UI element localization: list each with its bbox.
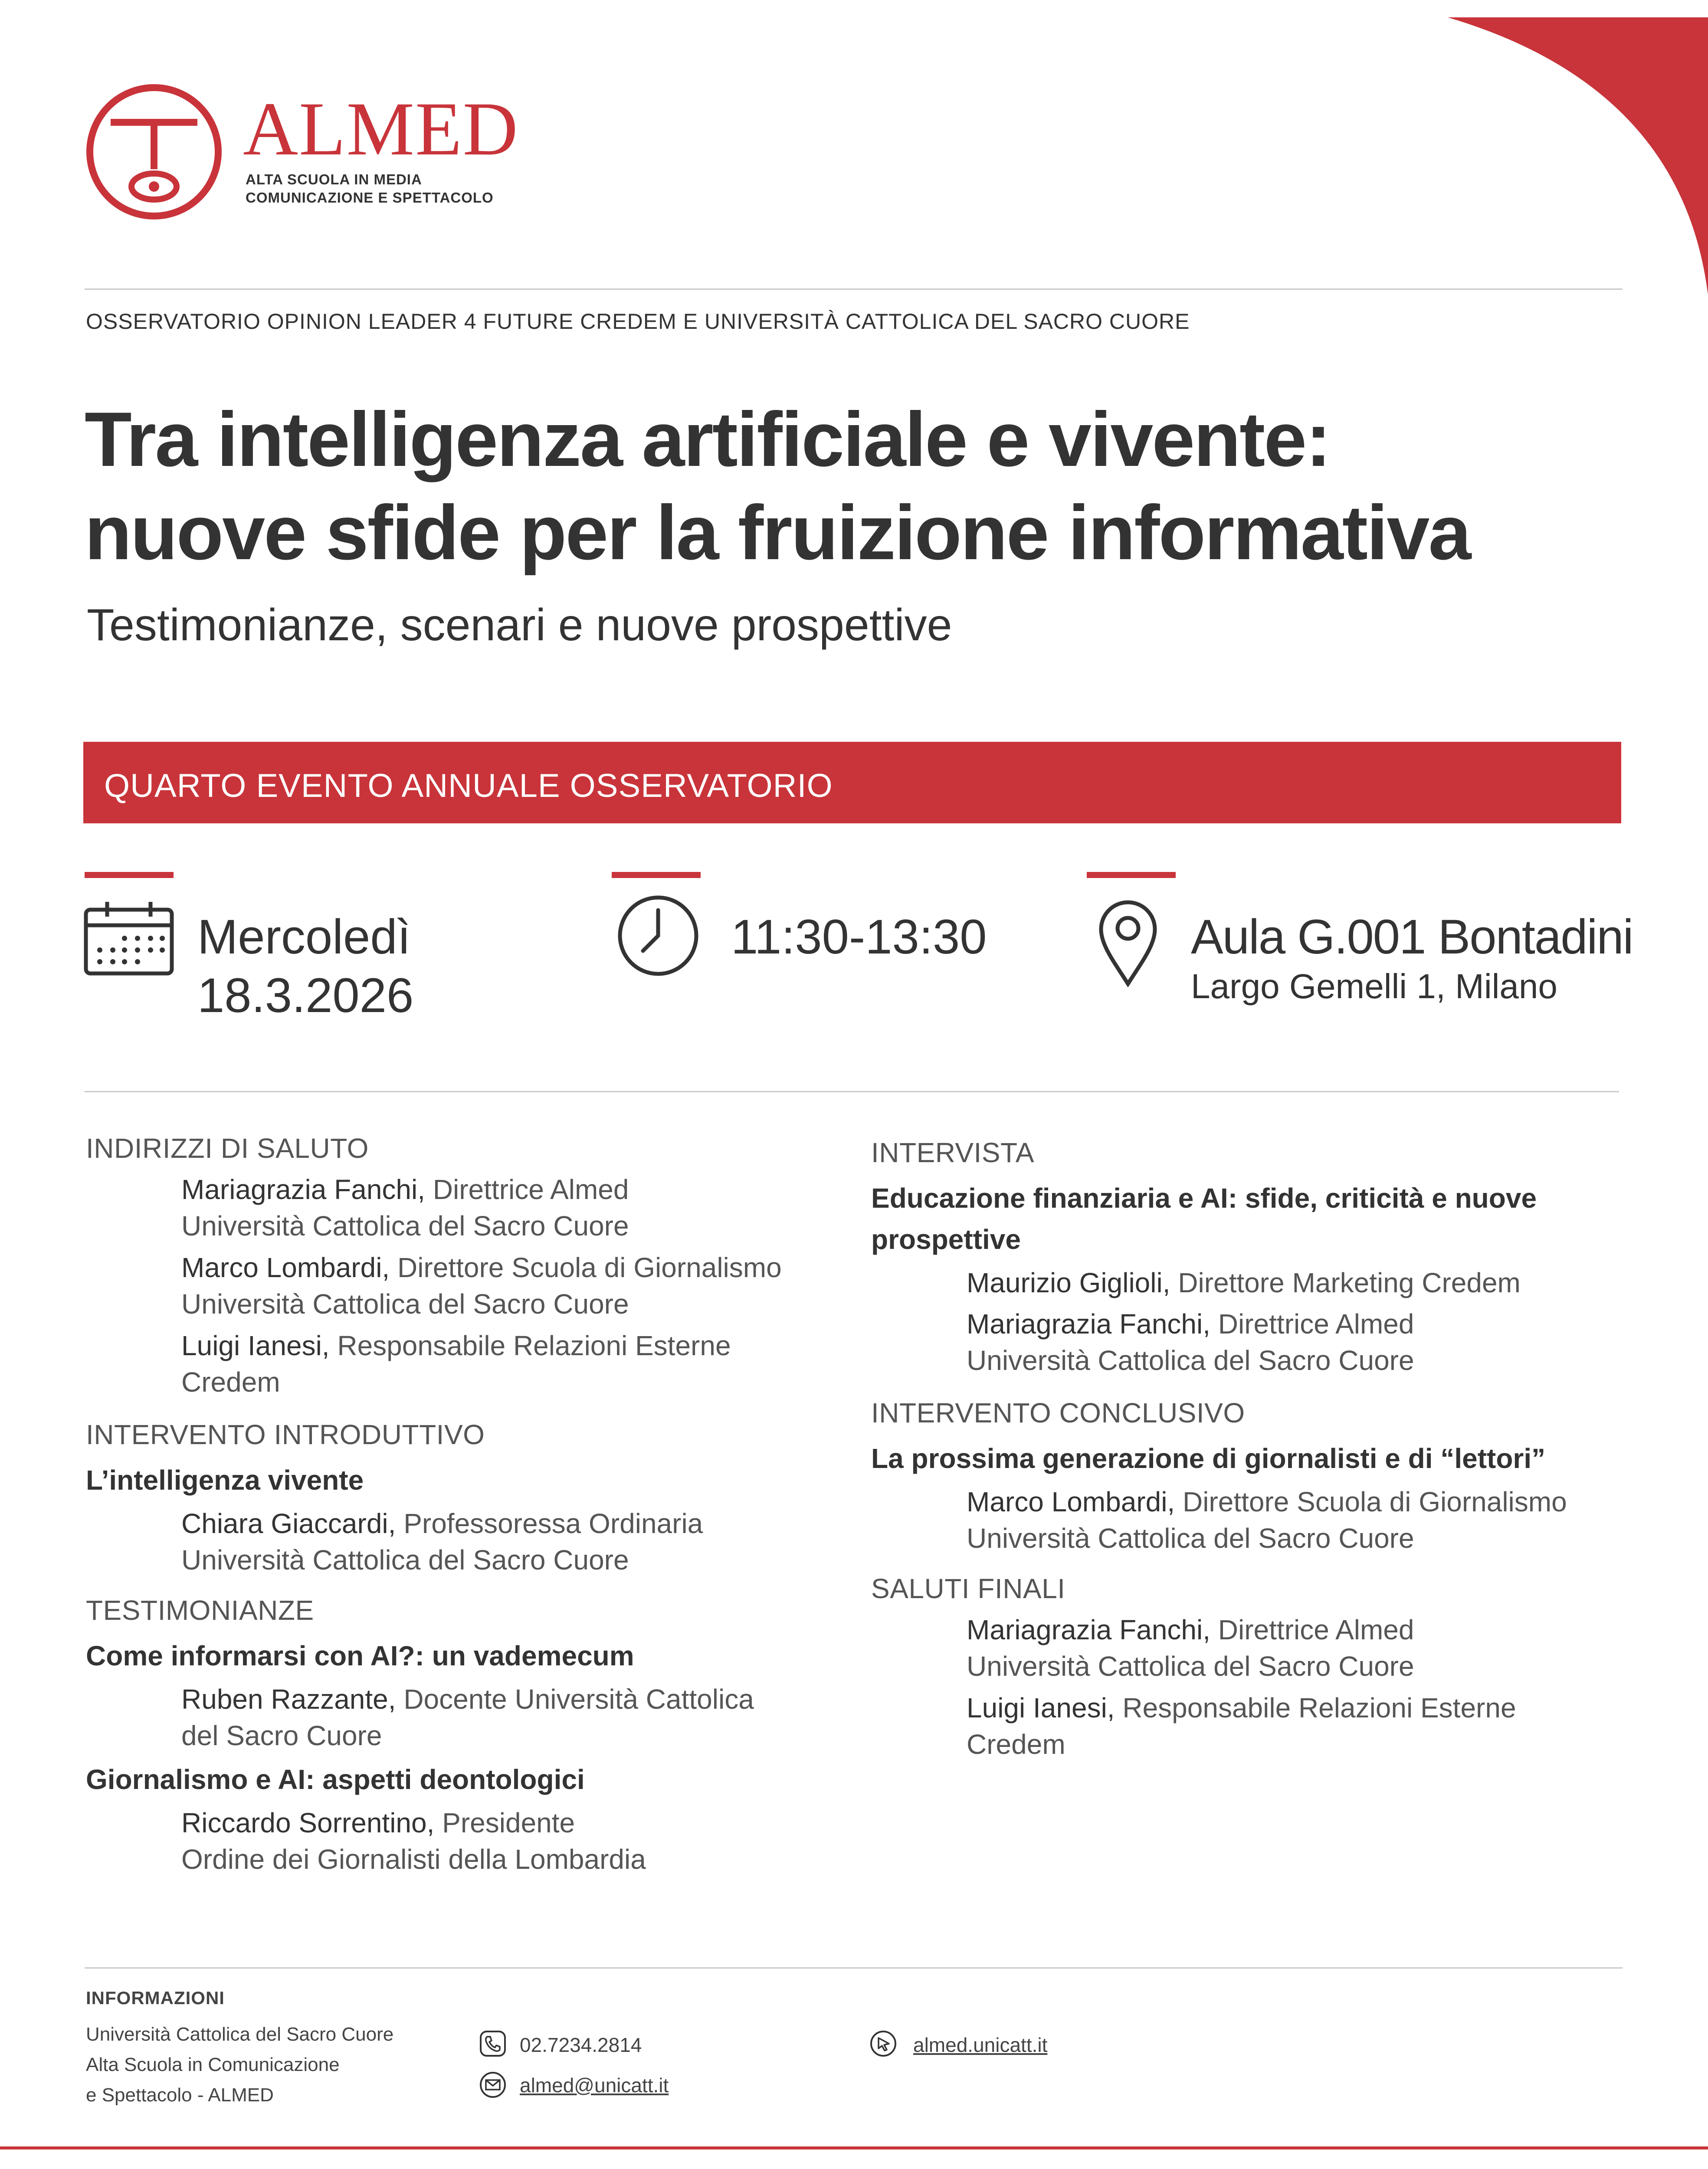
talk-title: Giornalismo e AI: aspetti deontologici [86,1764,585,1795]
speaker-affiliation: Ordine dei Giornalisti della Lombardia [181,1844,646,1875]
almed-logo-tagline: COMUNICAZIONE E SPETTACOLO [246,190,494,206]
event-day: Mercoledì [197,910,411,964]
info-heading: INFORMAZIONI [86,1988,225,2008]
info-line: Università Cattolica del Sacro Cuore [86,2024,394,2045]
section-heading: INTERVENTO CONCLUSIVO [871,1397,1245,1429]
event-banner-text: QUARTO EVENTO ANNUALE OSSERVATORIO [104,767,833,804]
event-venue: Aula G.001 Bontadini [1191,910,1633,964]
speaker-affiliation: Università Cattolica del Sacro Cuore [181,1288,629,1320]
talk-title: Come informarsi con AI?: un vademecum [86,1640,634,1671]
event-date: 18.3.2026 [197,968,414,1022]
section-heading: INTERVENTO INTRODUTTIVO [86,1419,485,1450]
speaker-affiliation: Università Cattolica del Sacro Cuore [181,1544,629,1576]
speaker: Mariagrazia Fanchi, Direttrice Almed [181,1174,629,1205]
speaker: Chiara Giaccardi, Professoressa Ordinaria [181,1508,703,1539]
divider [85,1091,1619,1092]
talk-title: Educazione finanziaria e AI: sfide, criticità e nuove [871,1183,1537,1214]
website-link[interactable]: almed.unicatt.it [913,2034,1048,2056]
page-subtitle: Testimonianze, scenari e nuove prospettive [87,600,952,650]
web-cursor-icon [870,2030,897,2057]
info-line: e Spettacolo - ALMED [86,2084,274,2106]
section-heading: TESTIMONIANZE [86,1595,314,1626]
observatory-label: OSSERVATORIO OPINION LEADER 4 FUTURE CREDEM E UNIVERSITÀ CATTOLICA DEL SACRO CUORE [86,309,1190,334]
email-link[interactable]: almed@unicatt.it [520,2074,669,2097]
speaker: Ruben Razzante, Docente Università Cattolica [181,1684,754,1715]
speaker: Marco Lombardi, Direttore Scuola di Giornalismo [181,1252,782,1283]
phone-number[interactable]: 02.7234.2814 [520,2034,642,2056]
speaker: Mariagrazia Fanchi, Direttrice Almed [967,1614,1414,1645]
divider [85,1967,1623,1969]
speaker: Luigi Ianesi, Responsabile Relazioni Esterne [181,1330,731,1361]
speaker-affiliation: Università Cattolica del Sacro Cuore [967,1651,1414,1682]
section-heading: INDIRIZZI DI SALUTO [86,1133,369,1164]
speaker-affiliation: del Sacro Cuore [181,1720,382,1751]
accent-tick [85,872,174,878]
speaker-affiliation: Università Cattolica del Sacro Cuore [967,1345,1414,1376]
event-time: 11:30-13:30 [731,910,987,964]
calendar-icon [83,900,174,976]
speaker: Maurizio Giglioli, Direttore Marketing Credem [967,1267,1521,1298]
page-title: nuove sfide per la fruizione informativa [85,489,1470,576]
talk-title: L’intelligenza vivente [86,1465,364,1496]
speaker: Mariagrazia Fanchi, Direttrice Almed [967,1308,1414,1340]
speaker-affiliation: Università Cattolica del Sacro Cuore [967,1523,1414,1554]
event-banner [83,742,1621,823]
almed-logo-name: ALMED [243,87,519,171]
talk-title: La prossima generazione di giornalisti e di “lettori” [871,1443,1546,1474]
speaker: Riccardo Sorrentino, Presidente [181,1807,575,1838]
almed-logo-tagline: ALTA SCUOLA IN MEDIA [246,171,422,187]
talk-title: prospettive [871,1224,1021,1255]
event-address: Largo Gemelli 1, Milano [1191,967,1557,1006]
info-line: Alta Scuola in Comunicazione [86,2054,340,2075]
speaker-affiliation: Credem [181,1366,280,1398]
speaker: Luigi Ianesi, Responsabile Relazioni Esterne [967,1692,1516,1723]
clock-icon [616,894,701,978]
accent-tick [612,872,701,878]
accent-tick [1087,872,1176,878]
page-title: Tra intelligenza artificiale e vivente: [85,396,1330,482]
email-icon [479,2071,506,2098]
speaker-affiliation: Università Cattolica del Sacro Cuore [181,1210,629,1242]
speaker: Marco Lombardi, Direttore Scuola di Giornalismo [967,1486,1567,1517]
footer-divider [0,2146,1708,2149]
corner-decoration [1439,0,1708,295]
speaker-affiliation: Credem [967,1729,1065,1760]
section-heading: INTERVISTA [871,1137,1035,1168]
divider [85,288,1623,290]
location-pin-icon [1098,898,1158,987]
section-heading: SALUTI FINALI [871,1573,1065,1604]
almed-logo-icon [85,82,223,221]
phone-icon [479,2030,506,2057]
